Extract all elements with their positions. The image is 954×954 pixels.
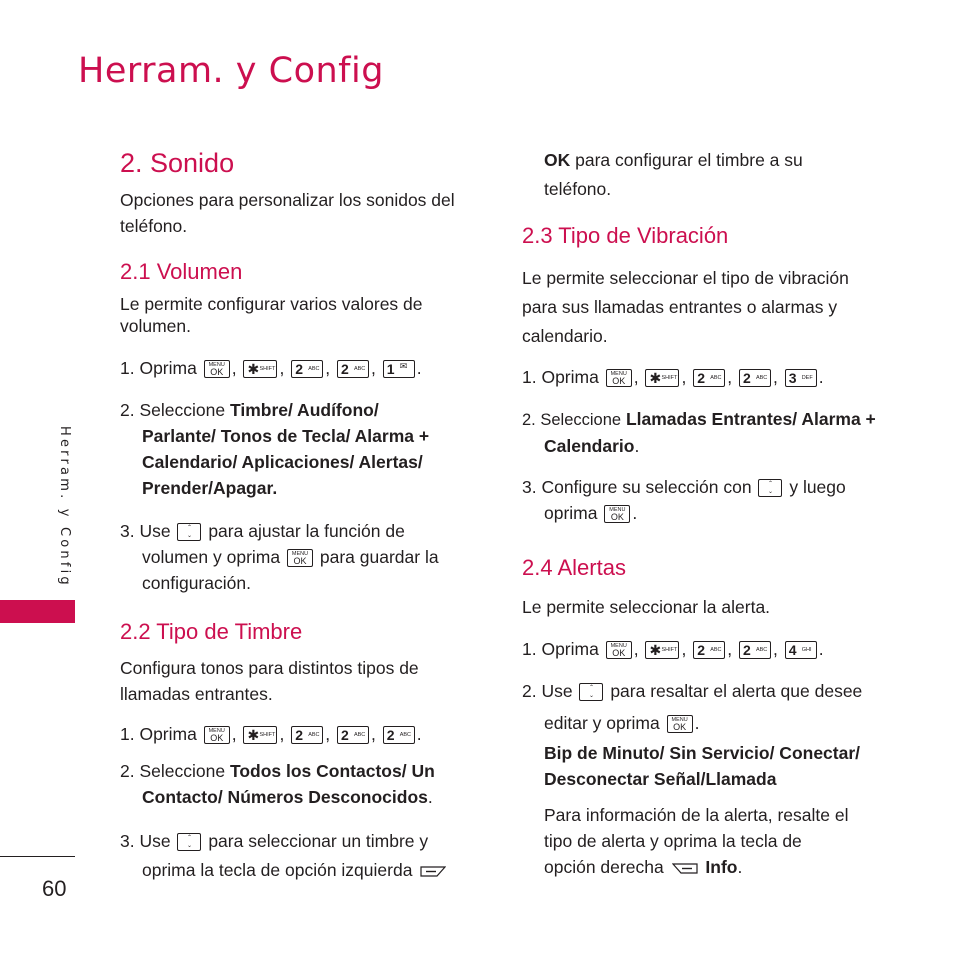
subsection-title-vibracion: 2.3 Tipo de Vibración xyxy=(522,223,729,248)
timbre-step-3: 3. Use ⌃ ⌄ para seleccionar un timbre y oprima la tecla de opción izquierda xyxy=(120,827,472,885)
key-2-icon: 2 ABC xyxy=(337,360,369,378)
vibracion-step-1: 1. Oprima MENU OK , ✱ SHIFT , 2 ABC , 2 ABC , 3 DEF . xyxy=(522,367,824,387)
menu-ok-key-icon: MENU OK xyxy=(606,641,632,659)
vibracion-step-3: 3. Configure su selección con ⌃ ⌄ y luego oprima MENU OK . xyxy=(522,477,846,523)
alertas-options: Bip de Minuto/ Sin Servicio/ Conectar/ Desconectar Señal/Llamada xyxy=(544,743,861,789)
volumen-step-3: 3. Use ⌃ ⌄ para ajustar la función de volumen y oprima MENU OK para guardar la configuración. xyxy=(120,521,439,593)
timbre-step-2: 2. Seleccione Todos los Contactos/ Un Contacto/ Números Desconocidos. xyxy=(120,761,435,807)
vibracion-desc: Le permite seleccionar el tipo de vibración para sus llamadas entrantes o alarmas y calendario. xyxy=(522,268,849,346)
section-intro: Opciones para personalizar los sonidos del teléfono. xyxy=(120,190,455,236)
key-2-icon: 2 ABC xyxy=(739,641,771,659)
key-2-icon: 2 ABC xyxy=(383,726,415,744)
menu-ok-key-icon: MENU OK xyxy=(204,360,230,378)
key-2-icon: 2 ABC xyxy=(291,726,323,744)
key-1-voicemail-icon: 1 ✉ xyxy=(383,360,415,378)
alertas-step-1: 1. Oprima MENU OK , ✱ SHIFT , 2 ABC , 2 ABC , 4 GHI . xyxy=(522,639,824,659)
right-soft-key-icon xyxy=(672,861,698,875)
chapter-tab-marker xyxy=(0,600,75,623)
key-3-icon: 3 DEF xyxy=(785,369,817,387)
section-title-sonido: 2. Sonido xyxy=(120,148,235,178)
alertas-desc: Le permite seleccionar la alerta. xyxy=(522,597,771,617)
menu-ok-key-icon: MENU OK xyxy=(606,369,632,387)
subsection-title-alertas: 2.4 Alertas xyxy=(522,555,626,580)
volumen-desc: Le permite configurar varios valores de volumen. xyxy=(120,294,423,336)
key-2-icon: 2 ABC xyxy=(291,360,323,378)
footer-rule xyxy=(0,856,75,857)
star-shift-key-icon: ✱ SHIFT xyxy=(645,369,679,387)
timbre-step-1: 1. Oprima MENU OK , ✱ SHIFT , 2 ABC , 2 ABC , 2 ABC . xyxy=(120,724,422,744)
volumen-step-1: 1. Oprima MENU OK , ✱ SHIFT , 2 ABC , 2 ABC , 1 ✉ . xyxy=(120,358,422,378)
nav-up-down-key-icon: ⌃ ⌄ xyxy=(579,683,603,701)
key-4-icon: 4 GHI xyxy=(785,641,817,659)
page-number: 60 xyxy=(42,876,67,901)
vibracion-step-2: 2. Seleccione Llamadas Entrantes/ Alarma + Calendario. xyxy=(522,409,876,456)
alertas-info: Para información de la alerta, resalte el tipo de alerta y oprima la tecla de opción derecha Info. xyxy=(544,805,849,877)
subsection-title-volumen: 2.1 Volumen xyxy=(120,259,243,284)
menu-ok-key-icon: MENU OK xyxy=(604,505,630,523)
alertas-step-2: 2. Use ⌃ ⌄ para resaltar el alerta que desee editar y oprima MENU OK . xyxy=(522,681,863,733)
key-2-icon: 2 ABC xyxy=(693,369,725,387)
nav-up-down-key-icon: ⌃ ⌄ xyxy=(758,479,782,497)
volumen-step-2: 2. Seleccione Timbre/ Audífono/ Parlante/ Tonos de Tecla/ Alarma + Calendario/ Aplicaciones/ Alertas/ Prender/Apagar. xyxy=(120,400,430,498)
menu-ok-key-icon: MENU OK xyxy=(204,726,230,744)
nav-up-down-key-icon: ⌃ ⌄ xyxy=(177,833,201,851)
timbre-step-3-continued: OK para configurar el timbre a su teléfono. xyxy=(544,150,803,199)
page-header: Herram. y Config xyxy=(78,51,384,91)
menu-ok-key-icon: MENU OK xyxy=(667,715,693,733)
key-2-icon: 2 ABC xyxy=(337,726,369,744)
side-chapter-label: Herram. y Config xyxy=(57,426,72,588)
timbre-desc: Configura tonos para distintos tipos de llamadas entrantes. xyxy=(120,658,419,704)
star-shift-key-icon: ✱ SHIFT xyxy=(243,726,277,744)
key-2-icon: 2 ABC xyxy=(739,369,771,387)
key-2-icon: 2 ABC xyxy=(693,641,725,659)
menu-ok-key-icon: MENU OK xyxy=(287,549,313,567)
star-shift-key-icon: ✱ SHIFT xyxy=(645,641,679,659)
star-shift-key-icon: ✱ SHIFT xyxy=(243,360,277,378)
left-soft-key-icon xyxy=(420,864,446,878)
subsection-title-timbre: 2.2 Tipo de Timbre xyxy=(120,619,303,644)
nav-up-down-key-icon: ⌃ ⌄ xyxy=(177,523,201,541)
